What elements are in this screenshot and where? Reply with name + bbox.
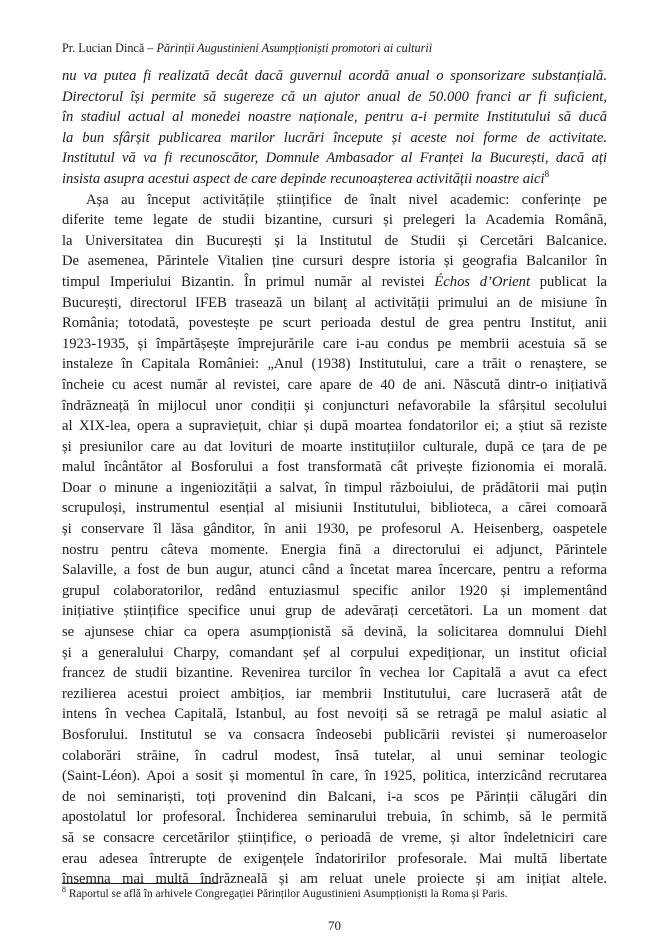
text-line: al XIX-lea, opera a supraviețuit, chiar și după moartea fondatorilor ei; a știut să reziste xyxy=(62,418,607,435)
text-line: apostolatul lor profesoral. Închiderea seminarului trebuia, în schimb, să le permită xyxy=(62,809,607,826)
journal-title: Échos d’Orient xyxy=(434,273,531,290)
footnote-reference: 8 xyxy=(544,169,550,180)
text-line: de noi seminariști, toți provenind din Balcani, i-a scos pe Părinții călugări din xyxy=(62,788,607,805)
text-line: România; totodată, povestește pe scurt perioada destul de grea pentru Institut, anii xyxy=(62,315,607,332)
text-line: nostru pentru câteva momente. Energia fină a directorului ei adjunct, Părintele xyxy=(62,541,607,558)
text-line: inițiative științifice specifice unui grup de adevărați cercetători. La un moment dat xyxy=(62,603,607,620)
text-line: instaleze în Capitala României: „Anul (1938) Institutului, care a trăit o renaștere, se xyxy=(62,356,607,373)
text-line: diferite teme legate de studii bizantine, cursuri și prelegeri la Academia Română, xyxy=(62,212,607,229)
text-line: scrupuloși, instrumentul esențial al misiunii Institutului, biblioteca, a cărei comoară xyxy=(62,500,607,517)
text-line: București, directorul IFEB trasează un bilanț al activității primului an de misiune în xyxy=(62,294,607,311)
text-line-with-footnote xyxy=(62,169,607,190)
text-line: în stadiul actual al monedei noastre naționale, pentru a-i permite Institutului să ducă xyxy=(62,109,607,126)
footnote-divider xyxy=(62,883,218,884)
text-line: malul încântător al Bosforului a fost transformată cât privește fizionomia ei morală. xyxy=(62,459,607,476)
page-number: 70 xyxy=(328,918,341,933)
text-line: îndrăzneață în mijlocul unor condiții și conjuncturi nefavorabile la sfârșitul secolului xyxy=(62,397,607,414)
text-line: francez de studii bizantine. Revenirea turcilor în vechea lor Capitală a avut ca efect xyxy=(62,665,607,682)
text-line: să se consacre cercetărilor științifice, o perioadă de vreme, și altor îndeletniciri care xyxy=(62,829,607,846)
text-line: colaborări străine, în cadrul modest, însă tutelar, al unui seminar teologic xyxy=(62,747,607,764)
text-line: grupul colaboratorilor, redând entuziasmul specific anilor 1920 și implementând xyxy=(62,582,607,599)
text-line: 1923-1935, și împărtășește împrejurările care i-au condus pe membrii acestuia să se xyxy=(62,335,607,352)
footnote-marker: 8 xyxy=(62,885,66,895)
text-line: la bun sfârșit publicarea marilor lucrări începute și aceste noi forme de activitate. xyxy=(62,129,607,146)
text-line: și conservare îl lăsa gânditor, în anii 1930, pe profesorul A. Heisenberg, oaspetele xyxy=(62,521,607,538)
footnote-text: Raportul se află în arhivele Congregației Părinților Augustinieni Asumpționiști la Roma și Paris. xyxy=(66,888,508,900)
paragraph-first-line: Așa au început activitățile științifice de înalt nivel academic: conferințe pe xyxy=(86,191,607,208)
text-line: timpul Imperiului Bizantin. În primul număr al revistei xyxy=(62,273,435,290)
text-line: nu va putea fi realizată decât dacă guvernul acordă anual o sponsorizare substanțială. xyxy=(62,68,607,84)
text-line: intens în vechea Capitală, Istanbul, au fost nevoiți să se retragă pe malul asiatic al xyxy=(62,706,607,723)
header-title: Părinții Augustinieni Asumpționiști promotori ai culturii xyxy=(156,41,433,55)
text-line: rezilierea acestui proiect ambițios, iar membrii Institutului, care lucraseră atât de xyxy=(62,685,607,702)
text-line: însemna mai multă îndrăzneală și am reluat unele proiecte și am inițiat altele. xyxy=(62,871,607,888)
text-line: insista asupra acestui aspect de care depinde recunoașterea activității noastre aici xyxy=(62,170,545,187)
text-line: și a generalului Charpy, comandant șef al corpului expediționar, un institut oficial xyxy=(62,644,607,661)
text-line: Salaville, a fost de bun augur, atunci când a încetat marea încercare, pentru a reforma xyxy=(62,562,607,579)
text-line-with-journal-title xyxy=(62,272,607,293)
running-header xyxy=(62,40,607,56)
text-line: Bosforului. Institutul se va consacra îndeosebi publicării revistei și numeroaselor xyxy=(62,727,607,743)
text-line: De asemenea, Părintele Vitalien ține cursuri despre istoria și geografia Balcanilor în xyxy=(62,253,607,270)
text-line: la Universitatea din București și la Institutul de Studii și Cercetări Balcanice. xyxy=(62,232,607,249)
text-line: (Saint-Léon). Apoi a sosit și momentul în care, în 1925, politica, interzicând recrutarea xyxy=(62,768,607,785)
text-line: se ajunsese chiar ca opera asumpționistă să devină, la solicitarea domnului Diehl xyxy=(62,624,607,641)
text-line: Institutul vă va fi recunoscător, Domnule Ambasador al Franței la București, dacă ați xyxy=(62,150,607,167)
text-line: și presiunilor care au dat lovituri de moarte instituțiilor culturale, după ce țara de pe xyxy=(62,438,607,455)
footnote xyxy=(62,887,607,902)
body-text xyxy=(62,66,607,890)
text-line: Doar o minune a ingeniozității a salvat, în timpul războiului, de prădătorii mai puțin xyxy=(62,479,607,496)
text-line-tail: publicat la xyxy=(530,273,607,290)
text-line: erau adesea întrerupte de exigențele îndatoririlor profesorale. Mai multă libertate xyxy=(62,850,607,867)
header-author: Pr. Lucian Dincă – xyxy=(62,41,157,55)
text-line: Directorul își permite să sugereze că un ajutor anual de 50.000 franci ar fi suficient, xyxy=(62,88,607,105)
text-line: încheie cu acest număr al revistei, care apare de 40 de ani. Născută dintr-o inițiativă xyxy=(62,376,607,393)
